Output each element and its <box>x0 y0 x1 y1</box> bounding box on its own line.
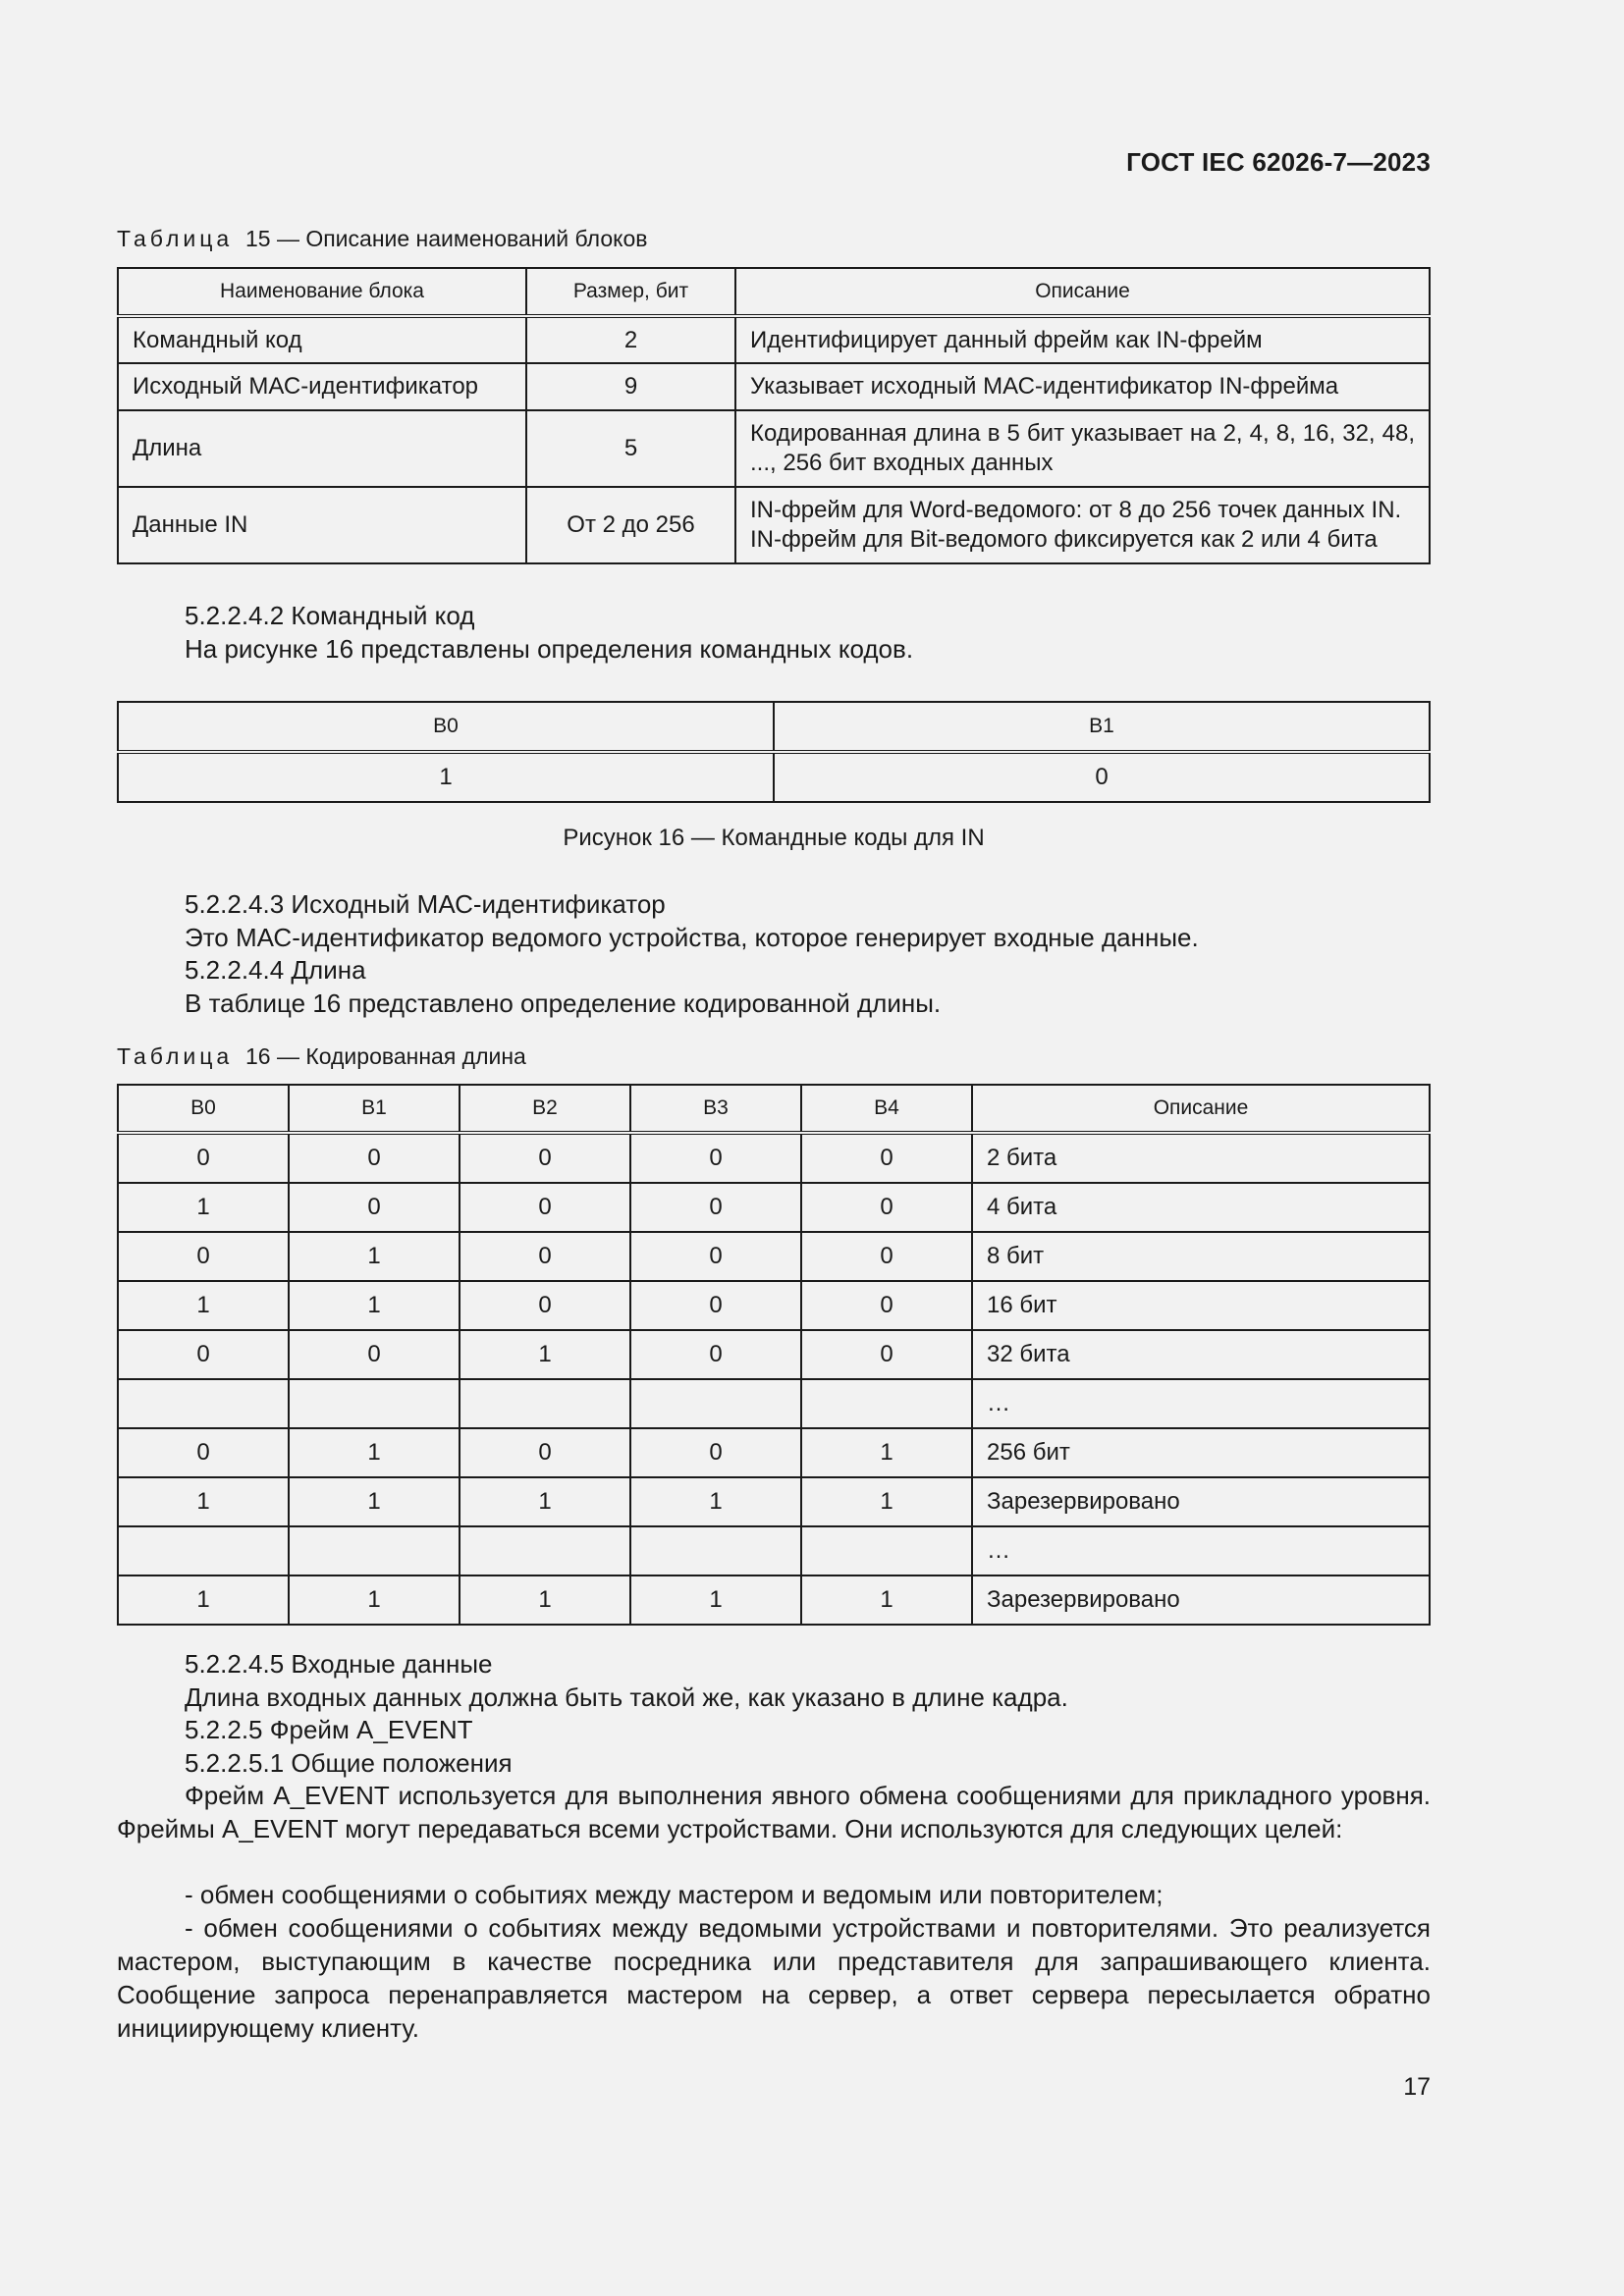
cell-desc: … <box>972 1526 1430 1575</box>
table-row <box>118 487 1430 563</box>
table15-caption-text: 15 — Описание наименований блоков <box>244 226 648 251</box>
cell-b2: 1 <box>460 1477 630 1526</box>
cell-b4: 0 <box>801 1232 972 1281</box>
cell-name: Длина <box>118 410 526 487</box>
cell-b3: 0 <box>630 1428 801 1477</box>
cell-b2: 1 <box>460 1330 630 1379</box>
cell-size: 9 <box>526 363 735 410</box>
section-heading-5-2-2-4-4: 5.2.2.4.4 Длина <box>185 955 366 985</box>
figure16-caption: Рисунок 16 — Командные коды для IN <box>563 825 985 851</box>
cell-desc: Зарезервировано <box>972 1477 1430 1526</box>
figure16-col-b0: B0 <box>118 702 774 752</box>
document-code: ГОСТ IEC 62026-7—2023 <box>1126 147 1431 177</box>
cell-b3: 0 <box>630 1232 801 1281</box>
cell-b2 <box>460 1379 630 1428</box>
cell-b0: 0 <box>118 1428 289 1477</box>
cell-b0: 1 <box>118 1281 289 1330</box>
cell-b4: 0 <box>801 1330 972 1379</box>
cell-b1: 0 <box>289 1183 460 1232</box>
cell-b2 <box>460 1526 630 1575</box>
section-heading-5-2-2-5: 5.2.2.5 Фрейм A_EVENT <box>185 1715 473 1744</box>
cell-b0: 1 <box>118 1183 289 1232</box>
cell-b3: 0 <box>630 1330 801 1379</box>
cell-desc: Указывает исходный МАС-идентификатор IN-фрейма <box>735 363 1430 410</box>
table16-caption-text: 16 — Кодированная длина <box>244 1043 526 1069</box>
table-row <box>118 316 1430 363</box>
cell-b2: 1 <box>460 1575 630 1625</box>
cell-b4: 0 <box>801 1133 972 1183</box>
cell-size: 5 <box>526 410 735 487</box>
cell-desc: 32 бита <box>972 1330 1430 1379</box>
cell-name: Данные IN <box>118 487 526 563</box>
cell-desc: Кодированная длина в 5 бит указывает на 2, 4, 8, 16, 32, 48, ..., 256 бит входных данных <box>735 410 1430 487</box>
cell-b4 <box>801 1526 972 1575</box>
cell-b1: 0 <box>289 1330 460 1379</box>
figure16-header-row <box>118 702 1430 752</box>
table16-col-desc: Описание <box>972 1085 1430 1133</box>
section-heading-5-2-2-4-5: 5.2.2.4.5 Входные данные <box>185 1649 493 1679</box>
cell-b2: 0 <box>460 1428 630 1477</box>
table-row <box>118 1281 1430 1330</box>
section-text-5-2-2-4-3: Это МАС-идентификатор ведомого устройства, которое генерирует входные данные. <box>185 923 1199 952</box>
table-row <box>118 410 1430 487</box>
cell-b4 <box>801 1379 972 1428</box>
cell-desc: 16 бит <box>972 1281 1430 1330</box>
table15-caption <box>117 226 647 252</box>
figure16-value-b0: 1 <box>118 752 774 802</box>
table15-col-name: Наименование блока <box>118 268 526 316</box>
table-row <box>118 1232 1430 1281</box>
table-row <box>118 1526 1430 1575</box>
section-text-5-2-2-4-4: В таблице 16 представлено определение кодированной длины. <box>185 988 942 1018</box>
cell-b4: 1 <box>801 1428 972 1477</box>
figure16-col-b1: B1 <box>774 702 1430 752</box>
cell-desc: … <box>972 1379 1430 1428</box>
table16 <box>117 1084 1431 1626</box>
cell-b4: 1 <box>801 1575 972 1625</box>
cell-desc: 256 бит <box>972 1428 1430 1477</box>
table15-col-desc: Описание <box>735 268 1430 316</box>
cell-b3 <box>630 1379 801 1428</box>
table16-caption-prefix: Таблица <box>117 1043 234 1069</box>
cell-desc-line: IN-фрейм для Word-ведомого: от 8 до 256 точек данных IN. <box>750 497 1402 523</box>
table15-caption-prefix: Таблица <box>117 226 234 251</box>
cell-desc: 8 бит <box>972 1232 1430 1281</box>
table16-col-b2: B2 <box>460 1085 630 1133</box>
cell-desc <box>735 487 1430 563</box>
cell-b0: 0 <box>118 1133 289 1183</box>
table16-header-row <box>118 1085 1430 1133</box>
cell-b3: 0 <box>630 1133 801 1183</box>
list-item: - обмен сообщениями о событиях между мастером и ведомым или повторителем; <box>185 1880 1164 1909</box>
section-text-5-2-2-4-2: На рисунке 16 представлены определения командных кодов. <box>185 634 914 664</box>
cell-b2: 0 <box>460 1183 630 1232</box>
cell-b1: 1 <box>289 1477 460 1526</box>
section-text-5-2-2-4-5: Длина входных данных должна быть такой же, как указано в длине кадра. <box>185 1682 1068 1712</box>
cell-b3: 0 <box>630 1183 801 1232</box>
table16-col-b1: B1 <box>289 1085 460 1133</box>
cell-desc: 4 бита <box>972 1183 1430 1232</box>
table-row <box>118 1575 1430 1625</box>
table-row <box>118 752 1430 802</box>
section-heading-5-2-2-4-2: 5.2.2.4.2 Командный код <box>185 601 475 630</box>
cell-b1: 1 <box>289 1575 460 1625</box>
table-row <box>118 1183 1430 1232</box>
cell-b1 <box>289 1379 460 1428</box>
cell-size: От 2 до 256 <box>526 487 735 563</box>
cell-b0 <box>118 1526 289 1575</box>
cell-b0: 0 <box>118 1330 289 1379</box>
figure16-table <box>117 701 1431 803</box>
cell-name: Командный код <box>118 316 526 363</box>
cell-b3: 1 <box>630 1477 801 1526</box>
cell-b4: 0 <box>801 1281 972 1330</box>
cell-b3 <box>630 1526 801 1575</box>
cell-b1 <box>289 1526 460 1575</box>
cell-b0: 1 <box>118 1477 289 1526</box>
cell-size: 2 <box>526 316 735 363</box>
table15-header-row <box>118 268 1430 316</box>
cell-b3: 1 <box>630 1575 801 1625</box>
table16-col-b0: B0 <box>118 1085 289 1133</box>
table-row <box>118 1477 1430 1526</box>
section-heading-5-2-2-4-3: 5.2.2.4.3 Исходный МАС-идентификатор <box>185 889 666 919</box>
cell-desc: Идентифицирует данный фрейм как IN-фрейм <box>735 316 1430 363</box>
table15 <box>117 267 1431 564</box>
cell-b2: 0 <box>460 1281 630 1330</box>
table-row <box>118 1379 1430 1428</box>
cell-desc: Зарезервировано <box>972 1575 1430 1625</box>
page-number: 17 <box>1403 2073 1431 2101</box>
cell-b1: 0 <box>289 1133 460 1183</box>
table-row <box>118 1330 1430 1379</box>
cell-b1: 1 <box>289 1428 460 1477</box>
cell-b4: 1 <box>801 1477 972 1526</box>
cell-desc-line: IN-фрейм для Bit-ведомого фиксируется как 2 или 4 бита <box>750 526 1378 553</box>
list-item: - обмен сообщениями о событиях между ведомыми устройствами и повторителями. Это реализуется мастером, выступающим в качестве посредника или представителя для запрашивающего клиента. Сообщение запроса перенаправляется мастером на сервер, а ответ сервера пересылается обратно инициирующему клиенту. <box>117 1913 1431 2043</box>
cell-name: Исходный МАС-идентификатор <box>118 363 526 410</box>
table-row <box>118 1133 1430 1183</box>
table16-caption <box>117 1043 526 1070</box>
cell-b0: 1 <box>118 1575 289 1625</box>
table16-col-b4: B4 <box>801 1085 972 1133</box>
cell-b3: 0 <box>630 1281 801 1330</box>
figure16-value-b1: 0 <box>774 752 1430 802</box>
cell-desc: 2 бита <box>972 1133 1430 1183</box>
cell-b1: 1 <box>289 1281 460 1330</box>
cell-b2: 0 <box>460 1133 630 1183</box>
cell-b1: 1 <box>289 1232 460 1281</box>
cell-b2: 0 <box>460 1232 630 1281</box>
table-row <box>118 1428 1430 1477</box>
cell-b0: 0 <box>118 1232 289 1281</box>
section-heading-5-2-2-5-1: 5.2.2.5.1 Общие положения <box>185 1748 513 1778</box>
section-paragraph-5-2-2-5-1: Фрейм A_EVENT используется для выполнения явного обмена сообщениями для прикладного уровня. Фреймы A_EVENT могут передаваться всеми устройствами. Они используются для следующих целей: <box>117 1781 1431 1843</box>
cell-b0 <box>118 1379 289 1428</box>
table-row <box>118 363 1430 410</box>
cell-b4: 0 <box>801 1183 972 1232</box>
table15-col-size: Размер, бит <box>526 268 735 316</box>
table16-col-b3: B3 <box>630 1085 801 1133</box>
